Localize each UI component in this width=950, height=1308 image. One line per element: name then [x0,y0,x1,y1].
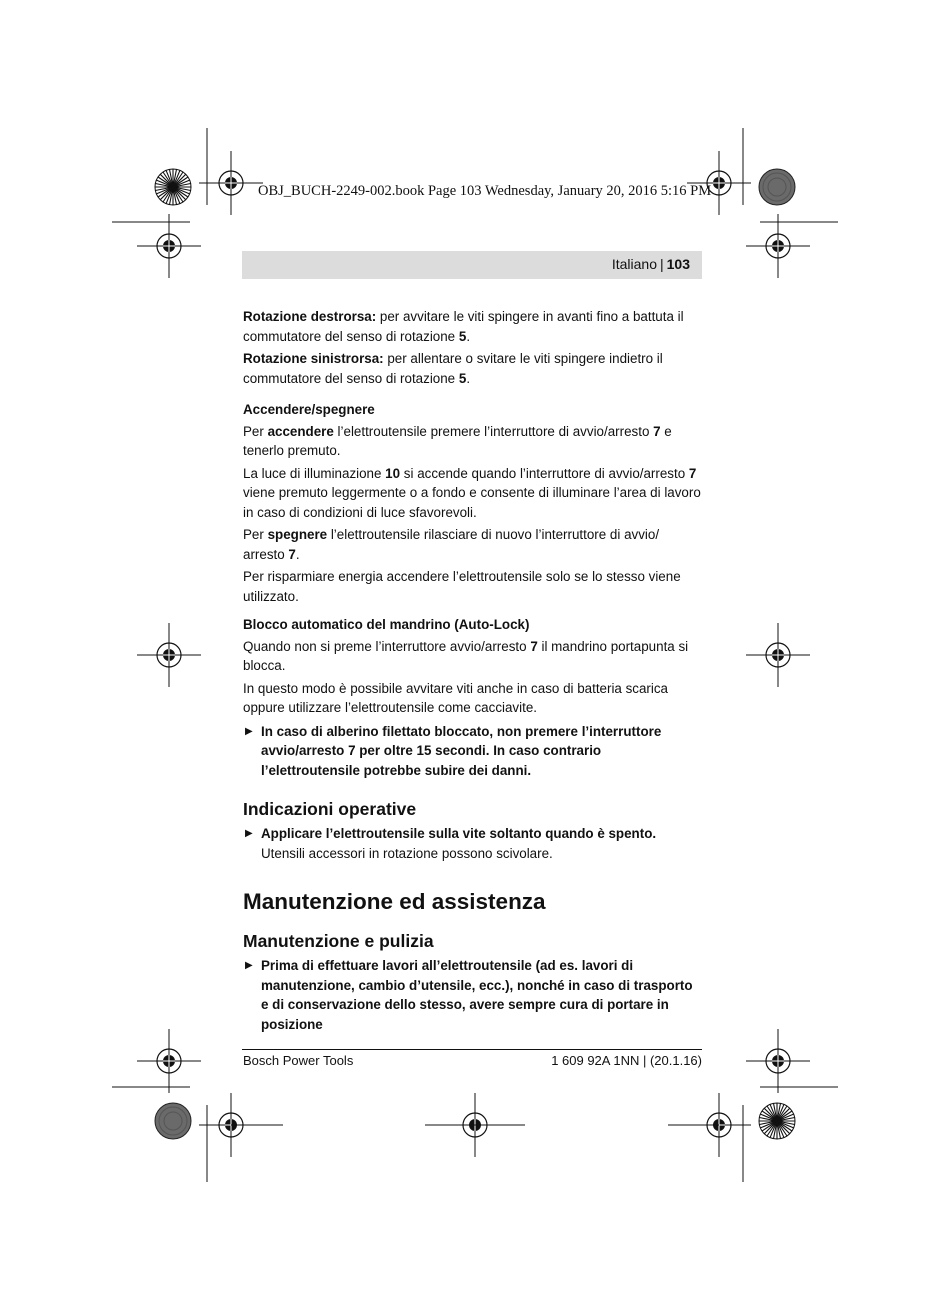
footer-brand: Bosch Power Tools [243,1053,354,1068]
page-header [612,256,690,272]
heading-indicazioni: Indicazioni operative [243,799,417,819]
text: . [295,546,300,562]
text: per avvitare le viti spingere in avanti fino a battuta il commutatore del senso di rotazione [243,309,684,344]
ref-number: 10 [385,465,401,481]
text: il mandrino portapunta si blocca. [243,638,689,673]
triangle-right-icon: ▶ [245,725,253,737]
ref-number: 5 [458,328,467,344]
text: e tenerlo premuto. [243,423,672,458]
page-header-band [242,251,702,279]
paragraph-spegnere [243,525,703,564]
footer-rule [242,1049,702,1050]
paragraph-accendere [243,422,703,461]
text: viene premuto leggermente o a fondo e consente di illuminare l’area di lavoro in caso di condizioni di luce sfavorevoli. [243,485,701,520]
page-number: 103 [666,256,690,272]
heading-accendere: Accendere/spegnere [243,402,375,417]
paragraph-risparmio: Per risparmiare energia accendere l’elettroutensile solo se lo stesso viene utilizzato. [243,569,681,604]
text: l’elettroutensile premere l’interruttore di avvio/arresto [333,423,654,439]
heading-autolock: Blocco automatico del mandrino (Auto-Lock) [243,617,530,632]
text: l’elettroutensile rilasciare di nuovo l’interruttore di avvio/ arresto [243,527,660,562]
footer-doc-number: 1 609 92A 1NN | (20.1.16) [551,1053,702,1068]
text: La luce di illuminazione [243,465,386,481]
ref-number: 7 [530,638,538,654]
main-content [243,307,703,1037]
term-destrorsa: Rotazione destrorsa: [243,309,377,324]
warning-text: Applicare l’elettroutensile sulla vite soltanto quando è spento. [261,826,657,841]
text: Quando non si preme l’interruttore avvio/arresto [243,638,531,654]
paragraph-rotazione-destrorsa [243,307,703,346]
text: per allentare o svitare le viti spingere indietro il commutatore del senso di rotazione [243,351,663,386]
term-accendere: accendere [267,423,334,439]
heading-manutenzione: Manutenzione ed assistenza [243,889,546,914]
text: Per [243,527,268,542]
paragraph-luce [243,464,703,523]
text: Utensili accessori in rotazione possono scivolare. [261,845,553,861]
text: Per [243,423,268,439]
ref-number: 5 [458,370,467,386]
triangle-right-icon: ▶ [245,828,253,839]
text: . [466,328,471,344]
warning-item [243,824,703,863]
term-sinistrorsa: Rotazione sinistrorsa: [243,351,384,366]
ref-number: 7 [288,546,296,562]
paragraph-batteria: In questo modo è possibile avvitare viti anche in caso di batteria scarica oppure utilizzare l’elettroutensile come cacciavite. [243,680,669,715]
warning-item [243,722,703,781]
ref-number: 7 [688,465,697,481]
warning-item [243,956,703,1034]
print-slug: OBJ_BUCH-2249-002.book Page 103 Wednesday, January 20, 2016 5:16 PM [258,183,712,199]
header-language: Italiano [611,256,657,272]
text: . [466,370,471,386]
term-spegnere: spegnere [267,527,328,542]
text: si accende quando l’interruttore di avvio/arresto [400,465,689,481]
paragraph-autolock [243,637,703,676]
paragraph-rotazione-sinistrorsa [243,349,703,388]
ref-number: 7 [653,423,661,439]
warning-text: Prima di effettuare lavori all’elettroutensile (ad es. lavori di manutenzione, cambio d’utensile, ecc.), nonché in caso di trasporto e di conservazione dello stesso, avere sempre cura di portare in posizione [261,958,693,1032]
header-separator: | [660,256,664,272]
warning-text: In caso di alberino filettato bloccato, non premere l’interruttore avvio/arresto 7 per oltre 15 secondi. In caso contrario l’elettroutensile potrebbe subire dei danni. [261,723,662,778]
heading-pulizia: Manutenzione e pulizia [243,931,434,951]
triangle-right-icon: ▶ [245,960,253,971]
